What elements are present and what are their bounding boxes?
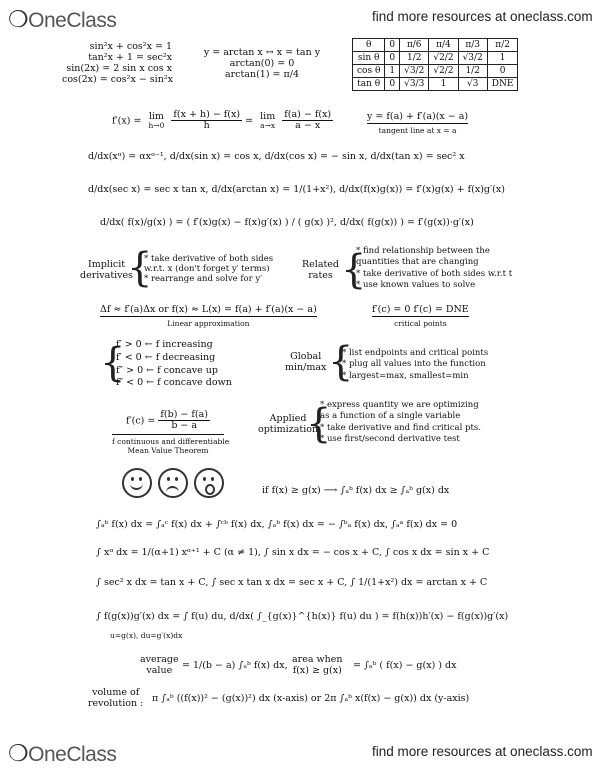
implicit-title-2: derivatives: [80, 269, 134, 281]
step: quantities that are changing: [356, 257, 479, 268]
table-cell: 0: [487, 65, 518, 78]
integral-rules-row: ∫ sec² x dx = tan x + C, ∫ sec x tan x dx = sec x + C, ∫ 1/(1+x²) dx = arctan x + C: [96, 577, 488, 588]
arctan-value: arctan(0) = 0: [229, 57, 295, 69]
trig-value-table: [352, 38, 518, 91]
equals: =: [245, 115, 254, 127]
identity: cos(2x) = cos²x − sin²x: [62, 73, 174, 85]
step: * take derivative of both sides: [144, 254, 274, 264]
applied-steps: [320, 400, 481, 446]
applied-title-2: optimization: [258, 423, 319, 435]
table-cell: 1/2: [458, 65, 487, 78]
mvt-lhs: f′(c) =: [125, 415, 156, 427]
step: * rearrange and solve for y′: [144, 273, 263, 284]
footer-note[interactable]: find more resources at oneclass.com: [372, 744, 593, 759]
step: * plug all values into the function: [342, 359, 486, 370]
arctan-facts: [198, 48, 326, 81]
table-cell: DNE: [487, 78, 518, 91]
left-brace: {: [127, 245, 153, 291]
average-title: [140, 655, 179, 677]
header-note[interactable]: find more resources at oneclass.com: [372, 9, 593, 24]
tangent-line: [367, 112, 468, 136]
integral-rules-row: ∫ f(g(x))g′(x) dx = ∫ f(u) du, d/dx( ∫_{g(x)}^{h(x)} f(u) du ) = f(h(x))h′(x) − f(g(x))g′(x): [96, 611, 509, 622]
surprised-face-icon: [194, 468, 224, 498]
table-cell: 1: [385, 65, 400, 78]
global-title-2: min/max: [285, 361, 327, 373]
table-cell: √2/2: [429, 52, 458, 65]
step: * find relationship between the: [356, 246, 490, 256]
trig-identities: [62, 42, 172, 86]
implicit-title: [80, 260, 133, 282]
table-header-cell: π/3: [458, 39, 487, 52]
area-title: [292, 655, 343, 677]
volume-title-1: volume of: [92, 687, 140, 698]
related-title-2: rates: [308, 269, 333, 281]
area-title-2: f(x) ≥ g(x): [292, 664, 342, 676]
table-cell: √2/2: [429, 65, 458, 78]
table-cell: √3/2: [458, 52, 487, 65]
step: w.r.t. x (don't forget y′ terms): [144, 263, 270, 274]
derivative-definition: [112, 110, 333, 132]
table-cell: √3: [458, 78, 487, 91]
global-title: [285, 352, 326, 374]
denominator: a − x: [295, 120, 321, 132]
step: * take derivative of both sides w.r.t t: [356, 268, 513, 279]
limit-a: [258, 112, 277, 131]
step: * use known values to solve: [356, 280, 476, 291]
table-cell: 1: [429, 78, 458, 91]
table-header-cell: 0: [385, 39, 400, 52]
mvt-fraction: [158, 410, 210, 432]
table-header-cell: θ: [353, 39, 385, 52]
sign-rule: f″ > 0 ← f concave up: [116, 364, 218, 376]
oneclass-logo-footer[interactable]: ❍OneClass: [8, 740, 117, 766]
arctan-def: y = arctan x ↔ x = tan y: [203, 47, 321, 58]
mean-value-theorem: [112, 409, 230, 455]
sign-conditions: [116, 339, 232, 390]
implicit-steps: [144, 255, 273, 284]
critical-label: critical points: [394, 318, 447, 328]
sad-face-icon: [158, 468, 188, 498]
identity: tan²x + 1 = sec²x: [88, 51, 172, 63]
table-cell: sin θ: [353, 52, 385, 65]
step: * largest=max, smallest=min: [342, 370, 469, 381]
related-steps: [356, 246, 512, 292]
denominator: b − a: [171, 420, 198, 432]
table-header-cell: π/6: [400, 39, 429, 52]
limit-h: [146, 112, 166, 131]
sign-rule: f′ > 0 ← f increasing: [116, 339, 213, 350]
table-header-row: [353, 39, 518, 52]
table-cell: 0: [385, 52, 400, 65]
volume-title: [88, 688, 143, 710]
linear-formula: Δf ≈ f′(a)Δx or f(x) ≈ L(x) = f(a) + f′(a)(x − a): [100, 304, 317, 315]
table-row: [353, 78, 518, 91]
table-header-cell: π/4: [429, 39, 458, 52]
table-cell: 1: [487, 52, 518, 65]
linear-label: Linear approximation: [167, 318, 250, 328]
mvt-label: Mean Value Theorem: [127, 445, 209, 455]
applied-title-1: Applied: [269, 413, 307, 424]
oneclass-logo[interactable]: ❍OneClass: [8, 6, 117, 32]
step: * list endpoints and critical points: [342, 348, 489, 358]
area-title-1: area when: [292, 654, 343, 665]
critical-formula: f′(c) = 0 f′(c) = DNE: [372, 304, 469, 315]
logo-text: OneClass: [28, 743, 117, 766]
difference-quotient-alt: [282, 110, 333, 132]
table-cell: tan θ: [353, 78, 385, 91]
step: as a function of a single variable: [320, 411, 461, 422]
identity: sin(2x) = 2 sin x cos x: [66, 62, 172, 74]
derivative-rules-row: d/dx(xᵅ) = αxᵅ⁻¹, d/dx(sin x) = cos x, d/dx(cos x) = − sin x, d/dx(tan x) = sec² x: [88, 151, 465, 162]
global-steps: [342, 348, 488, 382]
implicit-title-1: Implicit: [87, 259, 126, 270]
numerator: f(a) − f(x): [284, 109, 332, 120]
arctan-value: arctan(1) = π/4: [224, 68, 300, 80]
related-title: [302, 260, 339, 282]
difference-quotient: [171, 110, 242, 132]
critical-points: [372, 305, 469, 329]
global-title-1: Global: [290, 351, 322, 362]
integral-comparison: if f(x) ≥ g(x) ⟶ ∫ₐᵇ f(x) dx ≥ ∫ₐᵇ g(x) dx: [262, 485, 450, 496]
limit-label: lim: [260, 110, 276, 122]
limit-sub: h→0: [148, 121, 165, 131]
logo-text: OneClass: [28, 9, 117, 32]
left-brace: {: [306, 401, 332, 447]
sign-rule: f′ < 0 ← f decreasing: [116, 351, 216, 363]
substitution-label: u=g(x), du=g′(x)dx: [110, 631, 183, 640]
table-row: [353, 52, 518, 65]
volume-title-2: revolution :: [88, 697, 144, 709]
step: * take derivative and find critical pts.: [320, 422, 481, 433]
left-brace: {: [341, 247, 367, 293]
average-title-1: average: [140, 654, 179, 665]
related-title-1: Related: [302, 259, 339, 270]
derivative-rules-row: d/dx( f(x)/g(x) ) = ( f′(x)g(x) − f(x)g′(x) ) / ( g(x) )², d/dx( f(g(x)) ) = f′(g(x))·g′(x): [100, 217, 474, 228]
area-formula: = ∫ₐᵇ ( f(x) − g(x) ) dx: [353, 660, 457, 671]
derivative-rules-row: d/dx(sec x) = sec x tan x, d/dx(arctan x) = 1/(1+x²), d/dx(f(x)g(x)) = f′(x)g(x) + f(x)g′(x): [88, 184, 505, 195]
integral-rules-row: ∫ xᵅ dx = 1/(α+1) xᵅ⁺¹ + C (α ≠ 1), ∫ sin x dx = − cos x + C, ∫ cos x dx = sin x + C: [96, 547, 490, 558]
table-header-cell: π/2: [487, 39, 518, 52]
tangent-label: tangent line at x = a: [378, 125, 457, 135]
average-title-2: value: [146, 664, 173, 676]
step: * use first/second derivative test: [320, 434, 460, 445]
tangent-formula: y = f(a) + f′(a)(x − a): [367, 111, 469, 122]
happy-face-icon: [122, 468, 152, 498]
volume-formula: π ∫ₐᵇ ((f(x))² − (g(x))²) dx (x-axis) or 2π ∫ₐᵇ x(f(x) − g(x)) dx (y-axis): [152, 693, 470, 704]
limit-sub: a→x: [260, 121, 276, 131]
numerator: f(b) − f(a): [160, 409, 209, 420]
derivative-lhs: f′(x) =: [112, 115, 142, 127]
linear-approximation: [100, 305, 317, 329]
table-cell: cos θ: [353, 65, 385, 78]
mvt-label: f continuous and differentiable: [112, 436, 230, 446]
average-formula: = 1/(b − a) ∫ₐᵇ f(x) dx,: [182, 660, 288, 671]
table-cell: 0: [385, 78, 400, 91]
table-cell: 1/2: [400, 52, 429, 65]
left-brace: {: [328, 339, 354, 385]
identity: sin²x + cos²x = 1: [89, 41, 172, 52]
table-row: [353, 65, 518, 78]
limit-label: lim: [148, 110, 164, 122]
step: * express quantity we are optimizing: [320, 400, 479, 410]
sign-rule: f″ < 0 ← f concave down: [116, 377, 232, 389]
integral-rules-row: ∫ₐᵇ f(x) dx = ∫ₐᶜ f(x) dx + ∫ᶜᵇ f(x) dx, ∫ₐᵇ f(x) dx = − ∫ᵇₐ f(x) dx, ∫ₐᵃ f(x) dx = 0: [96, 519, 458, 530]
table-cell: √3/2: [400, 65, 429, 78]
denominator: h: [203, 120, 210, 132]
table-cell: √3/3: [400, 78, 429, 91]
numerator: f(x + h) − f(x): [173, 109, 241, 120]
left-brace: {: [100, 340, 126, 386]
